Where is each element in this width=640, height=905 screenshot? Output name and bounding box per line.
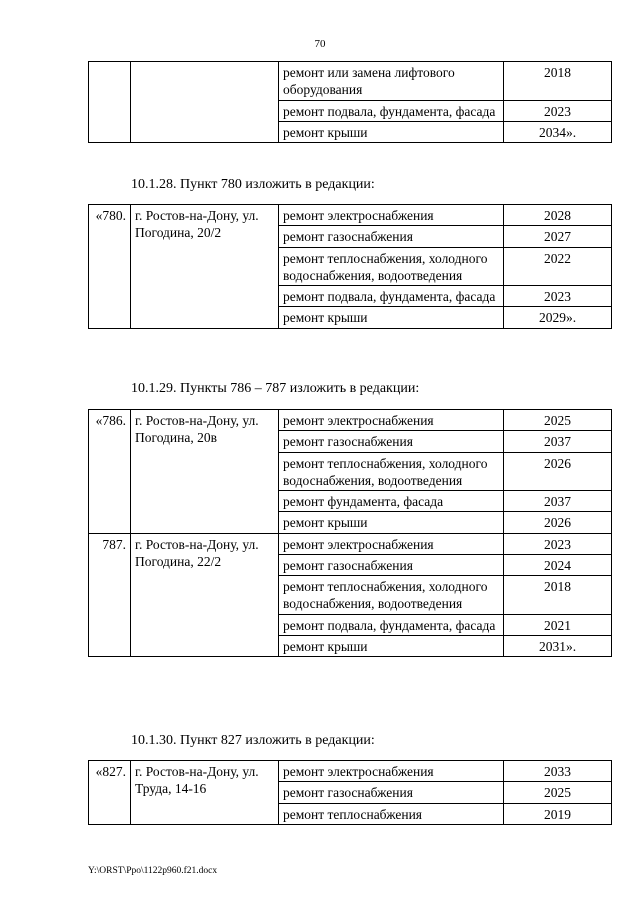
year-cell: 2018 [504,62,612,101]
year-cell: 2024 [504,554,612,575]
work-cell: ремонт фундамента, фасада [279,491,504,512]
work-cell: ремонт электроснабжения [279,533,504,554]
work-cell: ремонт электроснабжения [279,205,504,226]
year-cell: 2029». [504,307,612,328]
year-cell: 2037 [504,431,612,452]
year-cell: 2023 [504,286,612,307]
address-cell [131,62,279,143]
year-cell: 2025 [504,410,612,431]
work-cell: ремонт подвала, фундамента, фасада [279,614,504,635]
year-cell: 2033 [504,761,612,782]
work-cell: ремонт теплоснабжения, холодного водоснабжения, водоотведения [279,452,504,491]
num-cell: «780. [89,205,131,329]
table-780 [88,204,612,329]
footer-file-path: Y:\ORST\Ppo\1122p960.f21.docx [88,866,218,876]
year-cell: 2025 [504,782,612,803]
work-cell: ремонт электроснабжения [279,761,504,782]
address-cell: г. Ростов-на-Дону, ул. Погодина, 20/2 [131,205,279,329]
table-row [89,533,612,554]
year-cell: 2023 [504,533,612,554]
year-cell: 2037 [504,491,612,512]
table-continued [88,61,612,143]
address-cell: г. Ростов-на-Дону, ул. Погодина, 20в [131,410,279,534]
work-cell: ремонт газоснабжения [279,554,504,575]
page-number: 70 [314,38,326,50]
year-cell: 2023 [504,100,612,121]
num-cell: «827. [89,761,131,825]
table-786-787 [88,409,612,657]
num-cell: «786. [89,410,131,534]
work-cell: ремонт газоснабжения [279,431,504,452]
work-cell: ремонт подвала, фундамента, фасада [279,100,504,121]
work-cell: ремонт теплоснабжения [279,803,504,824]
year-cell: 2027 [504,226,612,247]
paragraph-10-1-28: 10.1.28. Пункт 780 изложить в редакции: [131,177,375,192]
work-cell: ремонт крыши [279,121,504,142]
year-cell: 2018 [504,576,612,615]
year-cell: 2034». [504,121,612,142]
year-cell: 2021 [504,614,612,635]
paragraph-10-1-29: 10.1.29. Пункты 786 – 787 изложить в редакции: [131,381,420,396]
work-cell: ремонт подвала, фундамента, фасада [279,286,504,307]
work-cell: ремонт или замена лифтового оборудования [279,62,504,101]
work-cell: ремонт газоснабжения [279,782,504,803]
year-cell: 2026 [504,512,612,533]
year-cell: 2019 [504,803,612,824]
paragraph-10-1-30: 10.1.30. Пункт 827 изложить в редакции: [131,733,375,748]
table-row [89,761,612,782]
year-cell: 2022 [504,247,612,286]
num-cell: 787. [89,533,131,657]
work-cell: ремонт газоснабжения [279,226,504,247]
address-cell: г. Ростов-на-Дону, ул. Труда, 14-16 [131,761,279,825]
work-cell: ремонт крыши [279,307,504,328]
work-cell: ремонт теплоснабжения, холодного водоснабжения, водоотведения [279,247,504,286]
year-cell: 2031». [504,635,612,656]
table-827 [88,760,612,825]
table-row [89,62,612,101]
work-cell: ремонт электроснабжения [279,410,504,431]
work-cell: ремонт крыши [279,512,504,533]
address-cell: г. Ростов-на-Дону, ул. Погодина, 22/2 [131,533,279,657]
year-cell: 2026 [504,452,612,491]
table-row [89,205,612,226]
year-cell: 2028 [504,205,612,226]
work-cell: ремонт крыши [279,635,504,656]
table-row [89,410,612,431]
work-cell: ремонт теплоснабжения, холодного водоснабжения, водоотведения [279,576,504,615]
num-cell [89,62,131,143]
